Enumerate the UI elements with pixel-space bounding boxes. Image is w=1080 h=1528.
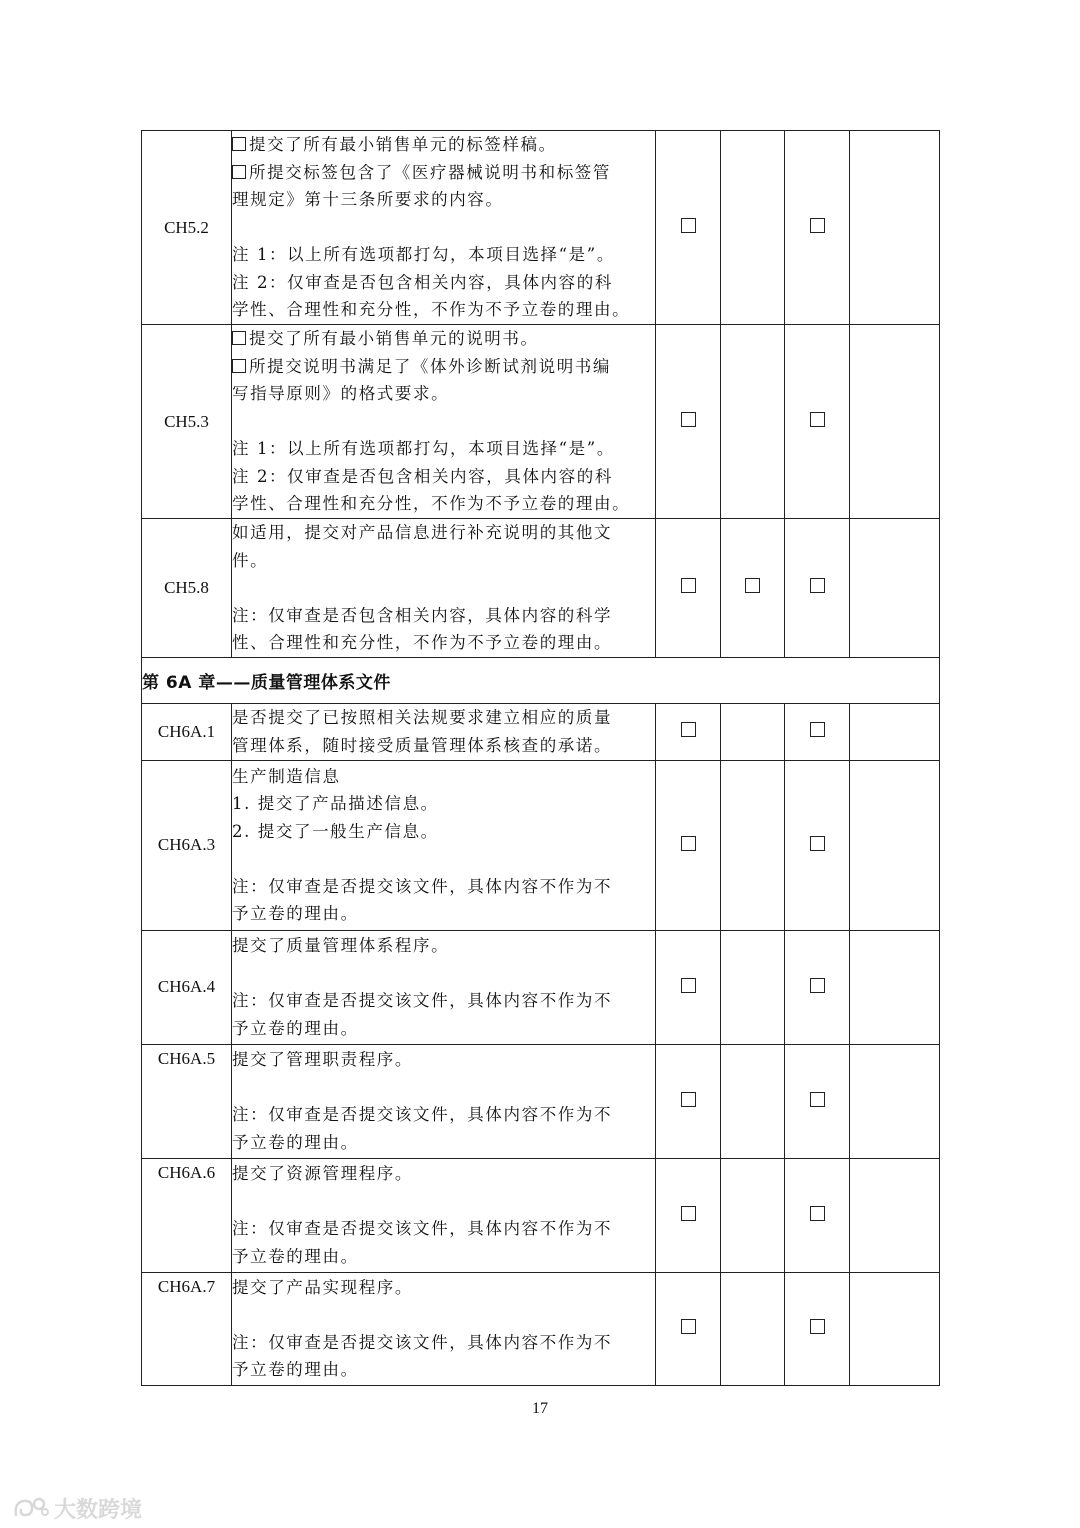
- line-text: 如适用，提交对产品信息进行补充说明的其他文: [232, 523, 613, 542]
- checkbox[interactable]: [681, 978, 696, 993]
- checkbox[interactable]: [681, 722, 696, 737]
- checkbox[interactable]: [810, 836, 825, 851]
- answer-cell: [721, 325, 785, 519]
- line-text: 提交了管理职责程序。: [232, 1050, 413, 1069]
- checkbox[interactable]: [681, 578, 696, 593]
- table-row: [142, 930, 940, 1044]
- line-text: 注：仅审查是否包含相关内容，具体内容的科学: [232, 605, 613, 625]
- checkbox[interactable]: [810, 218, 825, 233]
- item-code: CH5.3: [142, 325, 232, 519]
- checkbox[interactable]: [810, 978, 825, 993]
- content-line: [232, 704, 655, 732]
- content-line: [232, 325, 655, 353]
- line-text: 2. 提交了一般生产信息。: [232, 821, 439, 841]
- answer-cell[interactable]: [656, 930, 721, 1044]
- content-line: [232, 873, 655, 901]
- table-row: [142, 1158, 940, 1272]
- content-line: [232, 602, 655, 630]
- content-line: [232, 1160, 655, 1188]
- answer-cell[interactable]: [785, 325, 850, 519]
- content-line: [232, 1243, 655, 1271]
- table-row: [142, 703, 940, 760]
- answer-cell[interactable]: [656, 519, 721, 658]
- line-text: 性、合理性和充分性，不作为不予立卷的理由。: [232, 633, 613, 652]
- content-line: [232, 790, 655, 818]
- content-line: [232, 490, 655, 518]
- content-line: [232, 547, 655, 575]
- item-code: CH6A.4: [142, 930, 232, 1044]
- answer-cell[interactable]: [656, 760, 721, 930]
- content-line: [232, 1356, 655, 1384]
- item-code: CH5.2: [142, 131, 232, 325]
- checkbox[interactable]: [681, 1319, 696, 1334]
- checkbox[interactable]: [232, 137, 246, 151]
- section-title: 第 6A 章——质量管理体系文件: [142, 657, 940, 703]
- answer-cell: [721, 930, 785, 1044]
- item-content: [232, 930, 656, 1044]
- line-text: 提交了质量管理体系程序。: [232, 936, 450, 955]
- answer-cell: [850, 1158, 940, 1272]
- content-line: [232, 900, 655, 928]
- answer-cell[interactable]: [785, 1158, 850, 1272]
- line-text: 理规定》第十三条所要求的内容。: [232, 190, 504, 210]
- line-text: 予立卷的理由。: [232, 1018, 359, 1038]
- line-text: 生产制造信息: [232, 766, 341, 786]
- content-line: [232, 1301, 655, 1329]
- content-line: [232, 214, 655, 242]
- answer-cell[interactable]: [785, 930, 850, 1044]
- table-row: [142, 325, 940, 519]
- content-line: [232, 732, 655, 760]
- answer-cell[interactable]: [785, 703, 850, 760]
- answer-cell: [850, 325, 940, 519]
- line-text: 件。: [232, 550, 269, 570]
- item-content: [232, 325, 656, 519]
- content-line: [232, 131, 655, 159]
- content-line: [232, 269, 655, 297]
- item-code: CH6A.5: [142, 1044, 232, 1158]
- table-row: [142, 760, 940, 930]
- line-text: 提交了产品实现程序。: [232, 1277, 413, 1297]
- line-text: 提交了资源管理程序。: [232, 1164, 413, 1183]
- item-content: [232, 1044, 656, 1158]
- item-content: [232, 1272, 656, 1385]
- answer-cell: [850, 519, 940, 658]
- line-text: 注：仅审查是否提交该文件，具体内容不作为不: [232, 876, 613, 896]
- section-row: [142, 657, 940, 703]
- item-content: [232, 1158, 656, 1272]
- answer-cell: [721, 1044, 785, 1158]
- content-line: [232, 845, 655, 873]
- watermark-text: 大数跨境: [54, 1498, 143, 1523]
- table-row: [142, 1044, 940, 1158]
- answer-cell[interactable]: [785, 519, 850, 658]
- line-text: 注 1：以上所有选项都打勾，本项目选择“是”。: [232, 245, 615, 265]
- answer-cell[interactable]: [656, 1044, 721, 1158]
- checkbox[interactable]: [810, 412, 825, 427]
- content-line: [232, 463, 655, 491]
- answer-cell: [850, 131, 940, 325]
- checkbox[interactable]: [810, 1206, 825, 1221]
- line-text: 学性、合理性和充分性，不作为不予立卷的理由。: [232, 300, 631, 320]
- table-row: [142, 1272, 940, 1385]
- line-text: 注 2：仅审查是否包含相关内容，具体内容的科: [232, 272, 613, 292]
- answer-cell[interactable]: [785, 1044, 850, 1158]
- line-text: 1. 提交了产品描述信息。: [232, 794, 439, 813]
- answer-cell[interactable]: [785, 1272, 850, 1385]
- content-line: [232, 574, 655, 602]
- answer-cell[interactable]: [656, 131, 721, 325]
- page-number: 17: [532, 1400, 548, 1417]
- checkbox[interactable]: [681, 836, 696, 851]
- item-content: [232, 131, 656, 325]
- item-content: [232, 760, 656, 930]
- line-text: 注 1：以上所有选项都打勾，本项目选择“是”。: [232, 439, 615, 459]
- line-text: 予立卷的理由。: [232, 1360, 359, 1379]
- answer-cell: [721, 1158, 785, 1272]
- line-text: 写指导原则》的格式要求。: [232, 384, 450, 404]
- content-line: [232, 241, 655, 269]
- item-code: CH6A.3: [142, 760, 232, 930]
- content-line: [232, 186, 655, 214]
- checkbox[interactable]: [810, 722, 825, 737]
- content-line: [232, 1101, 655, 1129]
- checkbox[interactable]: [681, 1206, 696, 1221]
- line-text: 予立卷的理由。: [232, 1246, 359, 1266]
- content-line: [232, 1215, 655, 1243]
- line-text: 学性、合理性和充分性，不作为不予立卷的理由。: [232, 494, 631, 514]
- content-line: [232, 932, 655, 960]
- content-line: [232, 1129, 655, 1157]
- content-line: [232, 629, 655, 657]
- line-text: 提交了所有最小销售单元的标签样稿。: [249, 135, 557, 155]
- checkbox[interactable]: [810, 578, 825, 593]
- checkbox[interactable]: [810, 1092, 825, 1107]
- line-text: 予立卷的理由。: [232, 1132, 359, 1152]
- answer-cell: [850, 1272, 940, 1385]
- watermark: [12, 1493, 142, 1524]
- content-line: [232, 1074, 655, 1102]
- item-code: CH6A.6: [142, 1158, 232, 1272]
- content-line: [232, 296, 655, 324]
- checkbox[interactable]: [232, 165, 246, 179]
- content-line: [232, 519, 655, 547]
- item-code: CH6A.1: [142, 703, 232, 760]
- checkbox[interactable]: [745, 578, 760, 593]
- answer-cell: [721, 760, 785, 930]
- item-code: CH5.8: [142, 519, 232, 658]
- line-text: 注：仅审查是否提交该文件，具体内容不作为不: [232, 1105, 613, 1124]
- content-line: [232, 960, 655, 988]
- content-line: [232, 1046, 655, 1074]
- content-line: [232, 818, 655, 846]
- checkbox[interactable]: [810, 1319, 825, 1334]
- checkbox[interactable]: [232, 331, 246, 345]
- checklist-table: [141, 130, 940, 1386]
- line-text: 所提交标签包含了《医疗器械说明书和标签管: [249, 162, 611, 182]
- table-row: [142, 519, 940, 658]
- answer-cell: [721, 131, 785, 325]
- answer-cell[interactable]: [656, 325, 721, 519]
- answer-cell: [850, 930, 940, 1044]
- content-line: [232, 1274, 655, 1302]
- answer-cell: [850, 703, 940, 760]
- line-text: 所提交说明书满足了《体外诊断试剂说明书编: [249, 356, 611, 376]
- checkbox[interactable]: [681, 1092, 696, 1107]
- line-text: 注：仅审查是否提交该文件，具体内容不作为不: [232, 991, 613, 1010]
- item-content: [232, 703, 656, 760]
- answer-cell[interactable]: [656, 1272, 721, 1385]
- answer-cell: [721, 1272, 785, 1385]
- line-text: 予立卷的理由。: [232, 904, 359, 923]
- answer-cell[interactable]: [656, 703, 721, 760]
- line-text: 注：仅审查是否提交该文件，具体内容不作为不: [232, 1332, 613, 1352]
- content-line: [232, 763, 655, 791]
- line-text: 提交了所有最小销售单元的说明书。: [249, 329, 539, 349]
- table-row: [142, 131, 940, 325]
- answer-cell: [850, 760, 940, 930]
- line-text: 注：仅审查是否提交该文件，具体内容不作为不: [232, 1219, 613, 1238]
- answer-cell[interactable]: [721, 519, 785, 658]
- line-text: 注 2：仅审查是否包含相关内容，具体内容的科: [232, 466, 613, 486]
- answer-cell[interactable]: [656, 1158, 721, 1272]
- content-line: [232, 987, 655, 1015]
- answer-cell: [721, 703, 785, 760]
- content-line: [232, 353, 655, 381]
- line-text: 管理体系，随时接受质量管理体系核查的承诺。: [232, 735, 613, 755]
- item-content: [232, 519, 656, 658]
- content-line: [232, 159, 655, 187]
- answer-cell[interactable]: [785, 760, 850, 930]
- content-line: [232, 380, 655, 408]
- answer-cell: [850, 1044, 940, 1158]
- content-line: [232, 435, 655, 463]
- item-code: CH6A.7: [142, 1272, 232, 1385]
- checkbox[interactable]: [681, 218, 696, 233]
- content-line: [232, 1188, 655, 1216]
- answer-cell[interactable]: [785, 131, 850, 325]
- checkbox[interactable]: [681, 412, 696, 427]
- content-line: [232, 1329, 655, 1357]
- checkbox[interactable]: [232, 359, 246, 373]
- line-text: 是否提交了已按照相关法规要求建立相应的质量: [232, 708, 613, 727]
- content-line: [232, 408, 655, 436]
- content-line: [232, 1015, 655, 1043]
- logo-icon: [12, 1496, 50, 1522]
